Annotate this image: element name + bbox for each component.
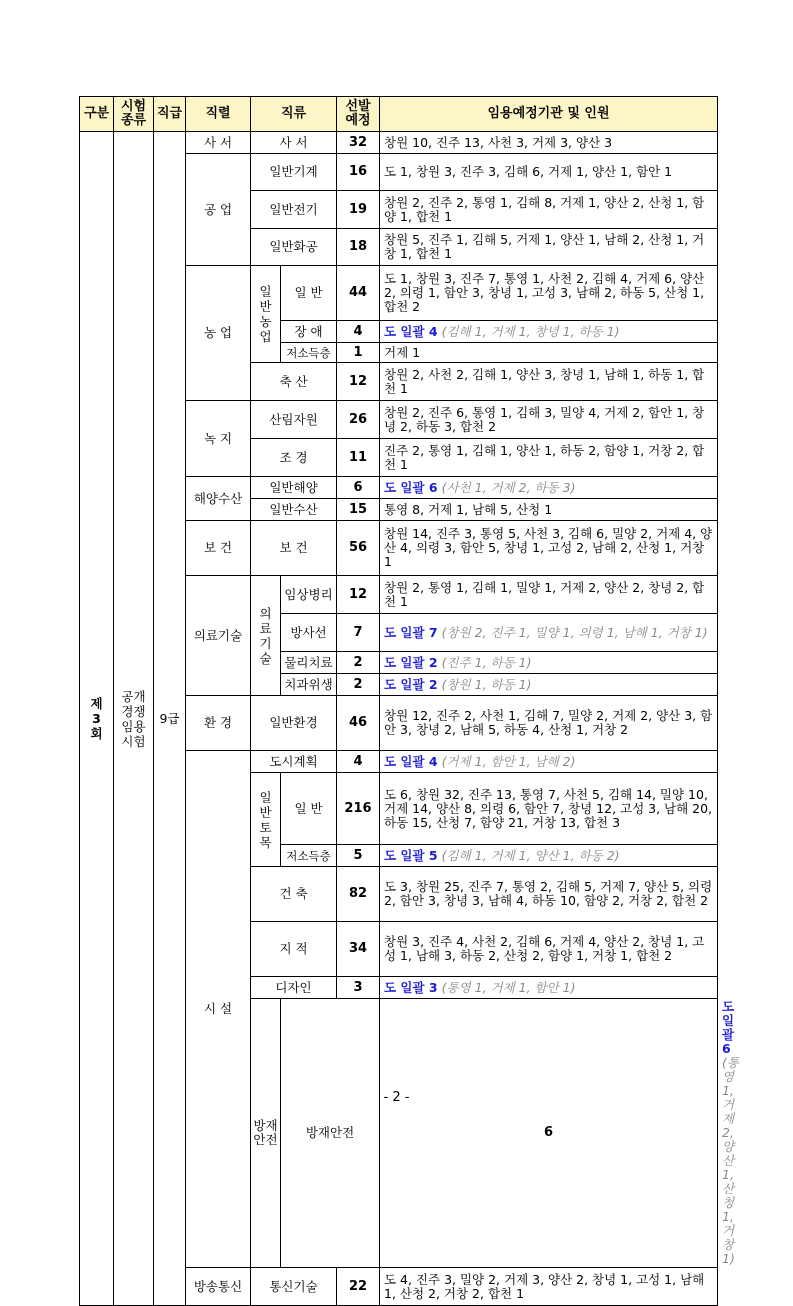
count-cell: 15 bbox=[337, 499, 380, 521]
count-cell: 32 bbox=[337, 132, 380, 154]
agency-cell: 창원 12, 진주 2, 사천 1, 김해 7, 밀양 2, 거제 2, 양산 3, 함안 3, 창녕 2, 남해 5, 하동 4, 산청 1, 거창 2 bbox=[380, 696, 718, 751]
category-cell: 일반수산 bbox=[251, 499, 337, 521]
count-cell: 18 bbox=[337, 229, 380, 266]
series-cell: 의료기술 bbox=[186, 576, 251, 696]
count-cell: 46 bbox=[337, 696, 380, 751]
series-cell: 환 경 bbox=[186, 696, 251, 751]
series-cell: 보 건 bbox=[186, 521, 251, 576]
category-cell: 사 서 bbox=[251, 132, 337, 154]
table-header-row bbox=[80, 97, 718, 132]
agency-cell: 통영 8, 거제 1, 남해 5, 산청 1 bbox=[380, 499, 718, 521]
agency-cell: 도 일괄 2 (진주 1, 하동 1) bbox=[380, 652, 718, 674]
count-cell: 216 bbox=[337, 773, 380, 845]
agency-cell: 창원 3, 진주 4, 사천 2, 김해 6, 거제 4, 양산 2, 창녕 1, 고성 1, 남해 3, 하동 2, 산청 2, 함양 1, 거창 1, 합천 2 bbox=[380, 922, 718, 977]
agency-cell: 창원 2, 사천 2, 김해 1, 양산 3, 창녕 1, 남해 1, 하동 1, 합천 1 bbox=[380, 363, 718, 401]
agency-cell: 진주 2, 통영 1, 김해 1, 양산 1, 하동 2, 함양 1, 거창 2, 합천 1 bbox=[380, 439, 718, 477]
header-agencies: 임용예정기관 및 인원 bbox=[380, 97, 718, 132]
count-cell: 6 bbox=[380, 999, 718, 1268]
agency-cell: 도 3, 창원 25, 진주 7, 통영 2, 김해 5, 거제 7, 양산 5, 의령 2, 함안 3, 창녕 3, 남해 4, 하동 10, 함양 2, 거창 2, 합천 2 bbox=[380, 867, 718, 922]
series-cell: 해양수산 bbox=[186, 477, 251, 521]
agency-cell: 창원 14, 진주 3, 통영 5, 사천 3, 김해 6, 밀양 2, 거제 4, 양산 4, 의령 3, 함안 5, 창녕 1, 고성 2, 남해 2, 산청 1, 거창 1 bbox=[380, 521, 718, 576]
count-cell: 56 bbox=[337, 521, 380, 576]
recruitment-table bbox=[79, 96, 739, 1306]
count-cell: 19 bbox=[337, 191, 380, 229]
count-cell: 82 bbox=[337, 867, 380, 922]
category-cell: 디자인 bbox=[251, 977, 337, 999]
category-cell: 일 반 bbox=[281, 266, 337, 321]
count-cell: 4 bbox=[337, 321, 380, 343]
agency-cell: 도 일괄 2 (창원 1, 하동 1) bbox=[380, 674, 718, 696]
series-cell: 시 설 bbox=[186, 751, 251, 1268]
series-cell: 방재안전 bbox=[251, 999, 281, 1268]
subseries-cell: 일반농업 bbox=[251, 266, 281, 363]
category-cell: 방재안전 bbox=[281, 999, 380, 1268]
page-number: - 2 - bbox=[383, 1090, 410, 1105]
count-cell: 16 bbox=[337, 154, 380, 191]
category-cell: 치과위생 bbox=[281, 674, 337, 696]
count-cell: 7 bbox=[337, 614, 380, 652]
agency-cell: 창원 2, 진주 6, 통영 1, 김해 3, 밀양 4, 거제 2, 함안 1, 창녕 2, 하동 3, 합천 2 bbox=[380, 401, 718, 439]
count-cell: 22 bbox=[337, 1268, 380, 1306]
category-cell: 일 반 bbox=[281, 773, 337, 845]
category-cell: 방사선 bbox=[281, 614, 337, 652]
agency-cell: 도 일괄 3 (통영 1, 거제 1, 함안 1) bbox=[380, 977, 718, 999]
series-cell: 방송통신 bbox=[186, 1268, 251, 1306]
subseries-cell: 의료기술 bbox=[251, 576, 281, 696]
category-cell: 저소득층 bbox=[281, 845, 337, 867]
agency-cell: 창원 10, 진주 13, 사천 3, 거제 3, 양산 3 bbox=[380, 132, 718, 154]
count-cell: 6 bbox=[337, 477, 380, 499]
agency-cell: 도 일괄 5 (김해 1, 거제 1, 양산 1, 하동 2) bbox=[380, 845, 718, 867]
agency-cell: 도 일괄 6 (사천 1, 거제 2, 하동 3) bbox=[380, 477, 718, 499]
header-gubun: 구분 bbox=[80, 97, 114, 132]
category-cell: 통신기술 bbox=[251, 1268, 337, 1306]
agency-cell: 도 1, 창원 3, 진주 3, 김해 6, 거제 1, 양산 1, 함안 1 bbox=[380, 154, 718, 191]
round-cell: 제3회 bbox=[80, 132, 114, 1306]
count-cell: 2 bbox=[337, 674, 380, 696]
count-cell: 3 bbox=[337, 977, 380, 999]
count-cell: 26 bbox=[337, 401, 380, 439]
count-cell: 11 bbox=[337, 439, 380, 477]
header-grade: 직급 bbox=[154, 97, 186, 132]
category-cell: 임상병리 bbox=[281, 576, 337, 614]
header-series: 직렬 bbox=[186, 97, 251, 132]
series-cell: 공 업 bbox=[186, 154, 251, 266]
category-cell: 조 경 bbox=[251, 439, 337, 477]
category-cell: 축 산 bbox=[251, 363, 337, 401]
category-cell: 건 축 bbox=[251, 867, 337, 922]
count-cell: 34 bbox=[337, 922, 380, 977]
category-cell: 일반환경 bbox=[251, 696, 337, 751]
agency-cell: 창원 2, 통영 1, 김해 1, 밀양 1, 거제 2, 양산 2, 창녕 2, 합천 1 bbox=[380, 576, 718, 614]
agency-cell: 도 1, 창원 3, 진주 7, 통영 1, 사천 2, 김해 4, 거제 6, 양산 2, 의령 1, 함안 3, 창녕 1, 고성 3, 남해 2, 하동 5, 산청 1, 합천 2 bbox=[380, 266, 718, 321]
table-row: 방재안전 방재안전 6 도 일괄 6 (통영 1, 거제 2, 양산 1, 산청 1, 거창 1) bbox=[80, 999, 718, 1268]
category-cell: 도시계획 bbox=[251, 751, 337, 773]
category-cell: 장 애 bbox=[281, 321, 337, 343]
agency-cell: 도 4, 진주 3, 밀양 2, 거제 3, 양산 2, 창녕 1, 고성 1, 남해 1, 산청 2, 거창 2, 합천 1 bbox=[380, 1268, 718, 1306]
series-cell: 사 서 bbox=[186, 132, 251, 154]
category-cell: 일반전기 bbox=[251, 191, 337, 229]
count-cell: 44 bbox=[337, 266, 380, 321]
count-cell: 12 bbox=[337, 363, 380, 401]
count-cell: 12 bbox=[337, 576, 380, 614]
category-cell: 물리치료 bbox=[281, 652, 337, 674]
agency-cell: 도 일괄 7 (창원 2, 진주 1, 밀양 1, 의령 1, 남해 1, 거창 1) bbox=[380, 614, 718, 652]
agency-cell: 창원 2, 진주 2, 통영 1, 김해 8, 거제 1, 양산 2, 산청 1, 함양 1, 합천 1 bbox=[380, 191, 718, 229]
agency-cell: 도 일괄 4 (거제 1, 함안 1, 남해 2) bbox=[380, 751, 718, 773]
category-cell: 저소득층 bbox=[281, 343, 337, 363]
category-cell: 일반해양 bbox=[251, 477, 337, 499]
count-cell: 4 bbox=[337, 751, 380, 773]
agency-cell: 도 일괄 4 (김해 1, 거제 1, 창녕 1, 하동 1) bbox=[380, 321, 718, 343]
count-cell: 1 bbox=[337, 343, 380, 363]
header-category: 직류 bbox=[251, 97, 337, 132]
category-cell: 일반기계 bbox=[251, 154, 337, 191]
header-selection: 선발 예정 bbox=[337, 97, 380, 132]
agency-cell: 도 6, 창원 32, 진주 13, 통영 7, 사천 5, 김해 14, 밀양 10, 거제 14, 양산 8, 의령 6, 함안 7, 창녕 12, 고성 3, 남해 20, 하동 15, 산청 7, 함양 21, 거창 13, 합천 3 bbox=[380, 773, 718, 845]
count-cell: 2 bbox=[337, 652, 380, 674]
category-cell: 산림자원 bbox=[251, 401, 337, 439]
series-cell: 농 업 bbox=[186, 266, 251, 401]
category-cell: 일반화공 bbox=[251, 229, 337, 266]
table-row bbox=[80, 132, 718, 154]
agency-cell: 거제 1 bbox=[380, 343, 718, 363]
exam-cell: 공개경쟁임용시험 bbox=[114, 132, 154, 1306]
grade-cell: 9급 bbox=[154, 132, 186, 1306]
series-cell: 녹 지 bbox=[186, 401, 251, 477]
category-cell: 지 적 bbox=[251, 922, 337, 977]
subseries-cell: 일반토목 bbox=[251, 773, 281, 867]
count-cell: 5 bbox=[337, 845, 380, 867]
agency-cell: 창원 5, 진주 1, 김해 5, 거제 1, 양산 1, 남해 2, 산청 1, 거창 1, 합천 1 bbox=[380, 229, 718, 266]
header-exam-type: 시험 종류 bbox=[114, 97, 154, 132]
category-cell: 보 건 bbox=[251, 521, 337, 576]
